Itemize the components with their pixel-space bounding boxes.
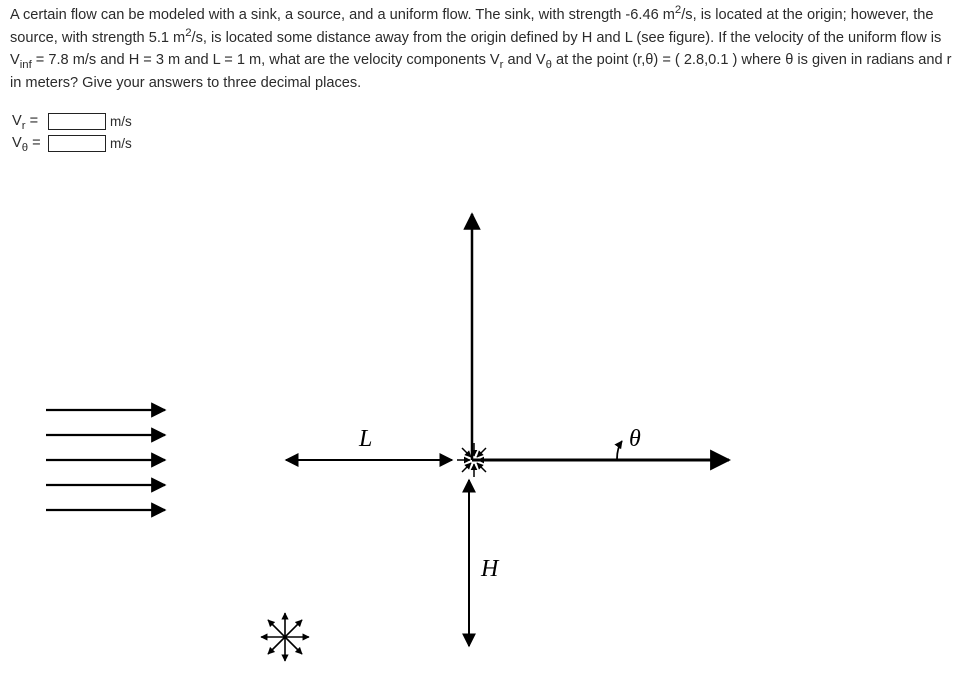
label-h: H [481, 556, 499, 582]
source-symbol [261, 613, 309, 661]
vtheta-label-sub: θ [21, 141, 29, 154]
vtheta-label-eq: = [28, 135, 41, 151]
problem-text-6: at the point (r,θ) = ( 2.8,0.1 ) where θ is given in radians and r in meters? Give your answers to three decimal places. [10, 52, 952, 91]
problem-sub-r: r [499, 58, 504, 71]
problem-text-5: and V [503, 52, 546, 68]
uniform-flow-arrows [46, 410, 165, 510]
label-l: L [359, 426, 373, 452]
vr-label-sub: r [21, 119, 26, 132]
problem-sup-2: 2 [185, 26, 192, 39]
problem-sup-1: 2 [674, 4, 682, 17]
vr-label-main: V [12, 113, 22, 129]
theta-arc [617, 441, 622, 459]
problem-text-2: /s, is located at the origin; however, the source, with strength 5.1 m [10, 7, 934, 46]
problem-text-3: /s, is located some distance away from the origin defined by H and L (see figure). If the velocity of the uniform flow is V [10, 29, 942, 68]
vtheta-unit: m/s [110, 135, 132, 151]
vr-unit: m/s [110, 113, 132, 129]
problem-sub-inf: inf [19, 58, 32, 71]
problem-text-1: A certain flow can be modeled with a sink, a source, and a uniform flow. The sink, with strength -6.46 m [10, 7, 675, 23]
label-theta: θ [629, 426, 641, 452]
vtheta-label-main: V [12, 135, 22, 151]
problem-text-4: = 7.8 m/s and H = 3 m and L = 1 m, what are the velocity components V [31, 52, 500, 68]
problem-sub-theta: θ [545, 58, 552, 71]
vr-label-eq: = [25, 113, 39, 129]
